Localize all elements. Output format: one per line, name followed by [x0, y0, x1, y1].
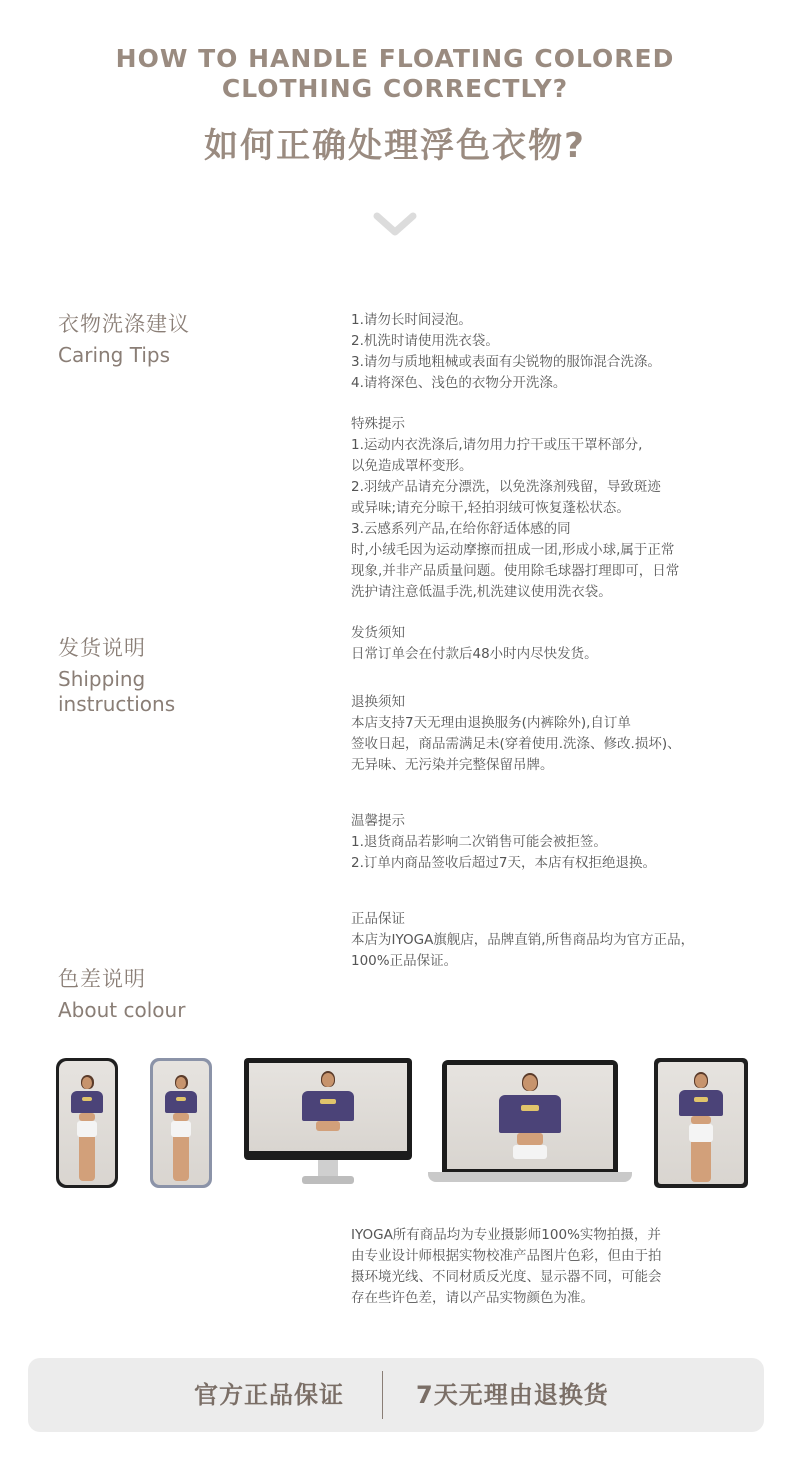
caring-heading-cn: 衣物洗涤建议 — [58, 312, 190, 336]
caring-tip: 2.机洗时请使用洗衣袋。 — [351, 333, 499, 349]
product-photo — [153, 1061, 209, 1185]
device-showcase — [0, 1050, 790, 1200]
shipping-heading-cn: 发货说明 — [58, 636, 146, 660]
special-tips — [351, 414, 771, 603]
phone-icon — [150, 1058, 212, 1188]
model-figure — [67, 1075, 107, 1185]
hero-title-en-line1: HOW TO HANDLE FLOATING COLORED — [115, 44, 675, 73]
caring-tip: 1.请勿长时间浸泡。 — [351, 312, 472, 328]
hero-title-en — [0, 44, 790, 104]
shipping-heading — [58, 634, 175, 717]
special-tip-line: 1.运动内衣洗涤后,请勿用力拧干或压干罩杯部分, — [351, 437, 643, 453]
colour-note-line: 存在些许色差，请以产品实物颜色为准。 — [351, 1290, 594, 1306]
special-tip-line: 3.云感系列产品,在给你舒适体感的同 — [351, 521, 571, 537]
shipping-heading-en-line2: instructions — [58, 692, 176, 716]
special-tip-line: 或异味;请充分晾干,轻拍羽绒可恢复蓬松状态。 — [351, 500, 630, 516]
product-photo — [59, 1061, 115, 1185]
genuine-guarantee — [351, 909, 771, 972]
warm-tip-line: 1.退货商品若影响二次销售可能会被拒签。 — [351, 834, 607, 850]
chevron-down-icon — [373, 208, 417, 240]
warm-tips — [351, 811, 771, 874]
model-figure — [673, 1072, 729, 1184]
genuine-line: 本店为IYOGA旗舰店，品牌直销,所售商品均为官方正品， — [351, 932, 695, 948]
shipping-heading-en-line1: Shipping — [58, 667, 146, 691]
special-tip-line: 以免造成罩杯变形。 — [351, 458, 473, 474]
return-notice-line: 签收日起，商品需满足未(穿着使用.洗涤、修改.损坏)、 — [351, 736, 681, 752]
model-figure — [485, 1073, 575, 1169]
special-tip-line: 现象,并非产品质量问题。使用除毛球器打理即可，日常 — [351, 563, 680, 579]
model-figure — [161, 1075, 201, 1185]
genuine-title: 正品保证 — [351, 911, 405, 927]
shipping-notice-title: 发货须知 — [351, 625, 405, 641]
caring-tips-list — [351, 310, 771, 394]
return-notice-line: 本店支持7天无理由退换服务(内裤除外),自订单 — [351, 715, 631, 731]
colour-note — [351, 1225, 771, 1309]
hero-title-en-line2: CLOTHING CORRECTLY? — [221, 74, 569, 103]
caring-heading-en: Caring Tips — [58, 343, 171, 367]
product-photo — [249, 1063, 407, 1151]
return-policy-label: 7天无理由退换货 — [416, 1381, 609, 1409]
shipping-notice-text: 日常订单会在付款后48小时内尽快发货。 — [351, 646, 598, 662]
colour-note-line: 由专业设计师根据实物校准产品图片色彩，但由于拍 — [351, 1248, 662, 1264]
guarantee-bar — [28, 1358, 764, 1432]
colour-note-line: 摄环境光线、不同材质反光度、显示器不同，可能会 — [351, 1269, 662, 1285]
return-notice-line: 无异味、无污染并完整保留吊牌。 — [351, 757, 554, 773]
warm-tip-line: 2.订单内商品签收后超过7天，本店有权拒绝退换。 — [351, 855, 656, 871]
return-notice — [351, 692, 771, 776]
official-guarantee-label: 官方正品保证 — [194, 1381, 344, 1409]
colour-heading-en: About colour — [58, 998, 186, 1022]
footer-divider — [382, 1371, 383, 1419]
caring-tip: 3.请勿与质地粗械或表面有尖锐物的服饰混合洗涤。 — [351, 354, 661, 370]
model-figure — [288, 1071, 368, 1151]
laptop-icon — [428, 1060, 632, 1188]
monitor-icon — [244, 1058, 412, 1188]
caring-heading — [58, 310, 190, 368]
tablet-icon — [654, 1058, 748, 1188]
colour-heading — [58, 965, 185, 1023]
product-photo — [447, 1065, 613, 1169]
warm-tips-title: 温馨提示 — [351, 813, 405, 829]
hero-title-cn: 如何正确处理浮色衣物? — [204, 126, 586, 166]
colour-heading-cn: 色差说明 — [58, 967, 146, 991]
shipping-heading-en — [58, 667, 175, 717]
special-tip-line: 2.羽绒产品请充分漂洗，以免洗涤剂残留，导致斑迹 — [351, 479, 661, 495]
shipping-notice — [351, 623, 771, 665]
phone-icon — [56, 1058, 118, 1188]
special-tip-line: 时,小绒毛因为运动摩擦而扭成一团,形成小球,属于正常 — [351, 542, 675, 558]
colour-note-line: IYOGA所有商品均为专业摄影师100%实物拍摄，并 — [351, 1227, 661, 1243]
special-tip-line: 洗护请注意低温手洗,机洗建议使用洗衣袋。 — [351, 584, 612, 600]
return-notice-title: 退换须知 — [351, 694, 405, 710]
special-tips-title: 特殊提示 — [351, 416, 405, 432]
product-photo — [658, 1062, 744, 1184]
caring-tip: 4.请将深色、浅色的衣物分开洗涤。 — [351, 375, 567, 391]
genuine-line: 100%正品保证。 — [351, 953, 458, 969]
